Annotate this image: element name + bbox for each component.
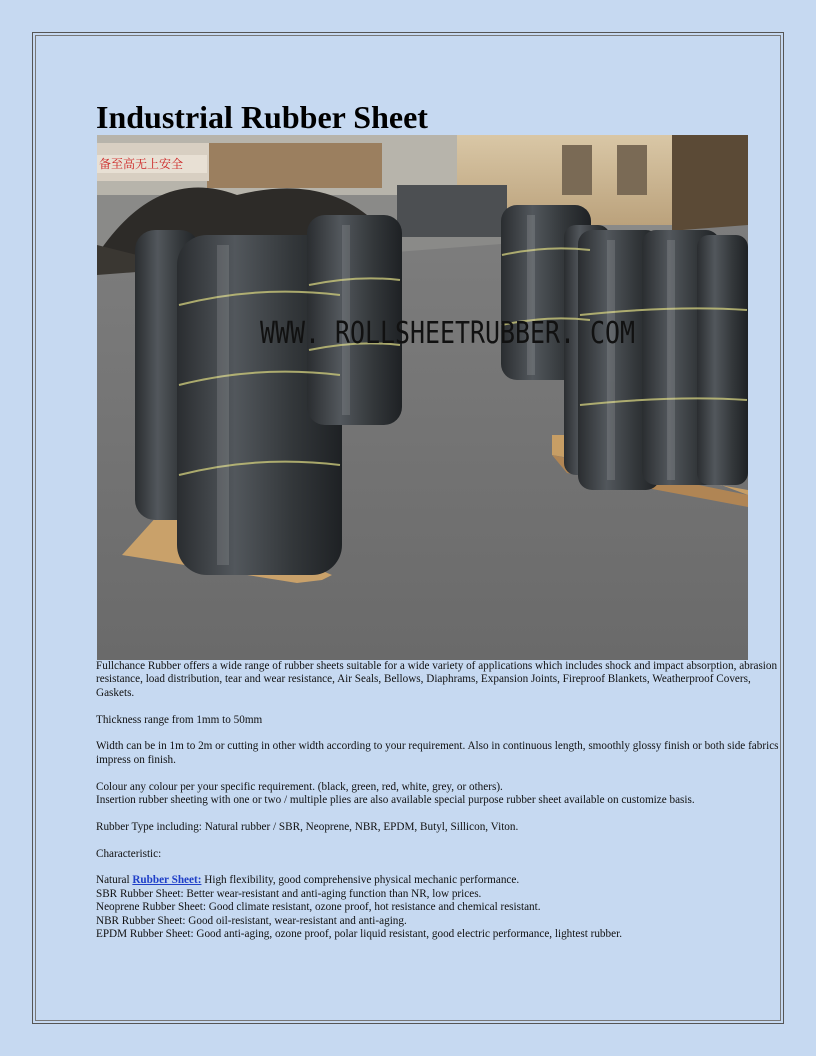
colour-paragraph: Colour any colour per your specific requirement. (black, green, red, white, grey, or others). <box>96 780 503 793</box>
sign-text: 备至高无上安全 <box>99 157 184 171</box>
photo-watermark: WWW. ROLLSHEETRUBBER. COM <box>260 316 635 351</box>
page-title: Industrial Rubber Sheet <box>96 99 428 135</box>
natural-description: High flexibility, good comprehensive physical mechanic performance. <box>201 874 520 887</box>
natural-rubber-line <box>96 874 786 887</box>
characteristic-heading: Characteristic: <box>96 847 162 860</box>
natural-prefix: Natural <box>96 874 133 887</box>
description <box>96 660 786 941</box>
intro-paragraph: Fullchance Rubber offers a wide range of rubber sheets suitable for a wide variety of applications which includes shock and impact absorption, abrasion resistance, load distribution, tear and wear resistance, Air Seals, Bellows, Diaphrams, Expansion Joints, Fireproof Blankets, Weatherproof Covers, Gaskets. <box>96 660 778 699</box>
neoprene-line: Neoprene Rubber Sheet: Good climate resistant, ozone proof, hot resistance and chemical resistant. <box>96 901 541 914</box>
thickness-paragraph: Thickness range from 1mm to 50mm <box>96 713 263 726</box>
rubber-rolls-photo <box>97 135 748 660</box>
insertion-paragraph: Insertion rubber sheeting with one or two / multiple plies are also available special purpose rubber sheet available on customize basis. <box>96 794 695 807</box>
nbr-line: NBR Rubber Sheet: Good oil-resistant, wear-resistant and anti-aging. <box>96 914 407 927</box>
rubber-sheet-link[interactable]: Rubber Sheet: <box>132 874 202 887</box>
rubber-types-paragraph: Rubber Type including: Natural rubber / SBR, Neoprene, NBR, EPDM, Butyl, Sillicon, Viton. <box>96 820 519 833</box>
epdm-line: EPDM Rubber Sheet: Good anti-aging, ozone proof, polar liquid resistant, good electric performance, lightest rubber. <box>96 928 622 941</box>
width-paragraph: Width can be in 1m to 2m or cutting in other width according to your requirement. Also in continuous length, smoothly glossy finish or both side fabrics impress on finish. <box>96 740 779 766</box>
sbr-line: SBR Rubber Sheet: Better wear-resistant and anti-aging function than NR, low prices. <box>96 887 482 900</box>
